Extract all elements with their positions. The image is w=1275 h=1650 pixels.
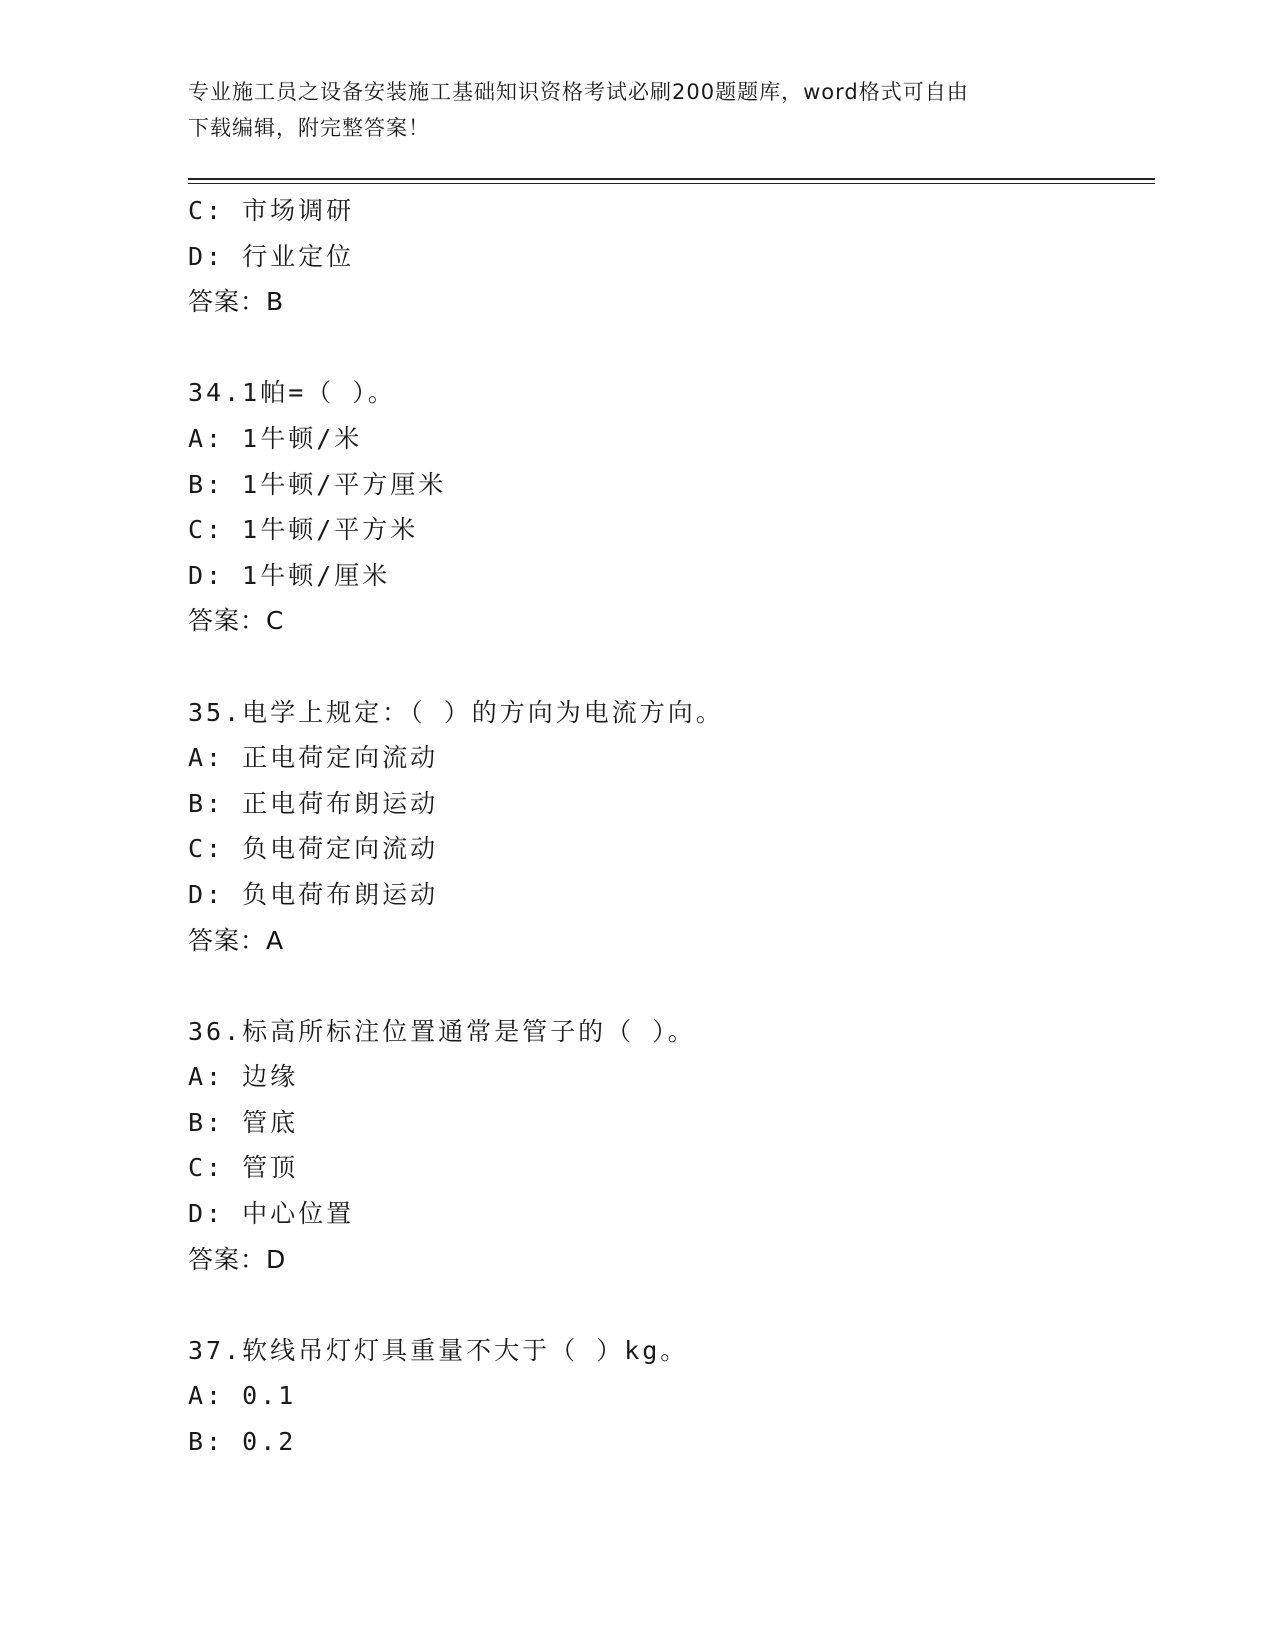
header-divider — [188, 178, 1155, 184]
spacer — [188, 325, 1148, 371]
option-a: A: 边缘 — [188, 1062, 299, 1092]
option-c: C: 管顶 — [188, 1153, 299, 1183]
question-list — [188, 188, 1148, 1465]
option-a: A: 1牛顿/米 — [188, 423, 363, 453]
header-title-line-2: 下载编辑，附完整答案！ — [188, 116, 430, 140]
question-block-37 — [188, 1328, 1148, 1465]
option-c: C: 1牛顿/平方米 — [188, 515, 419, 545]
answer-line: 答案：B — [188, 287, 285, 317]
option-c: C: 市场调研 — [188, 196, 355, 225]
option-c: C: 负电荷定向流动 — [188, 834, 439, 864]
option-d: D: 1牛顿/厘米 — [188, 560, 391, 590]
question-text: 36.标高所标注位置通常是管子的（ ）。 — [188, 1016, 696, 1046]
option-d: D: 中心位置 — [188, 1199, 355, 1229]
header-title-line-1: 专业施工员之设备安装施工基础知识资格考试必刷200题题库，word格式可自由 — [188, 80, 969, 104]
spacer — [188, 1282, 1148, 1328]
answer-line: 答案：D — [188, 1244, 287, 1274]
option-d: D: 负电荷布朗运动 — [188, 879, 439, 909]
question-block-35 — [188, 690, 1148, 964]
option-b: B: 正电荷布朗运动 — [188, 788, 439, 818]
option-b: B: 管底 — [188, 1107, 299, 1137]
question-block-36 — [188, 1009, 1148, 1283]
option-d: D: 行业定位 — [188, 241, 355, 271]
question-text: 35.电学上规定：（ ）的方向为电流方向。 — [188, 697, 724, 727]
question-block-prev — [188, 188, 1148, 325]
answer-line: 答案：C — [188, 606, 285, 636]
spacer — [188, 644, 1148, 690]
option-b: B: 1牛顿/平方厘米 — [188, 469, 447, 499]
page-header — [188, 74, 1088, 146]
question-text: 34.1帕=（ ）。 — [188, 378, 396, 408]
question-block-34 — [188, 370, 1148, 644]
spacer — [188, 963, 1148, 1009]
option-a: A: 0.1 — [188, 1381, 297, 1411]
question-text: 37.软线吊灯灯具重量不大于（ ）kg。 — [188, 1335, 689, 1365]
answer-line: 答案：A — [188, 925, 285, 955]
option-b: B: 0.2 — [188, 1427, 297, 1457]
option-a: A: 正电荷定向流动 — [188, 743, 439, 773]
